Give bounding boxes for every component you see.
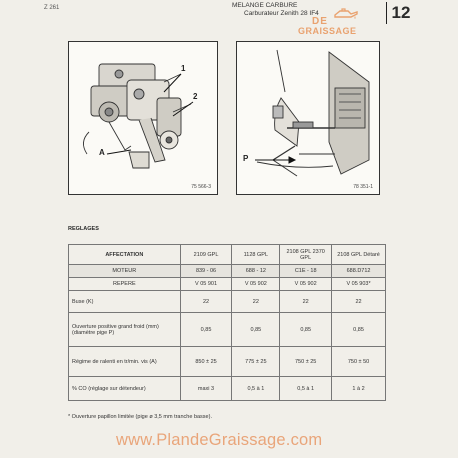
callout-1: 1	[181, 64, 186, 73]
repere-value: V 05 902	[232, 278, 280, 291]
carburetor-figure	[68, 41, 218, 195]
table-row	[69, 313, 386, 347]
table-row	[69, 347, 386, 377]
oil-can-icon	[332, 6, 358, 20]
cell-value: 22	[180, 291, 232, 313]
page-number: 12	[386, 2, 415, 24]
cell-value: 775 ± 25	[232, 347, 280, 377]
header-col-1: 2109 GPL	[180, 245, 232, 265]
header-title-line2: Carburateur Zenith 28 IF4	[244, 10, 319, 17]
callout-p: P	[243, 154, 249, 163]
cell-value: 0,85	[232, 313, 280, 347]
figure-ref-right: 78 351-1	[353, 184, 373, 190]
reglages-table	[68, 244, 386, 401]
table-header-row	[69, 245, 386, 265]
gauge-pin-drawing	[237, 42, 379, 194]
section-title-reglages: REGLAGES	[68, 226, 99, 232]
gauge-pin-figure	[236, 41, 380, 195]
header-title-line1: MELANGE CARBURE	[232, 2, 298, 9]
page-code: Z 261	[44, 5, 60, 11]
cell-value: 0,5 à 1	[280, 377, 332, 401]
cell-value: 0,85	[180, 313, 232, 347]
cell-value: 1 à 2	[332, 377, 386, 401]
row-label: Régime de ralenti en tr/min. vis (A)	[69, 347, 181, 377]
row-label: Buse (K)	[69, 291, 181, 313]
carburetor-drawing	[69, 42, 217, 194]
moteur-value: 688.D712	[332, 265, 386, 278]
header-affectation: AFFECTATION	[69, 245, 181, 265]
logo-line2: GRAISSAGE	[298, 26, 357, 36]
moteur-label: MOTEUR	[69, 265, 181, 278]
cell-value: 850 ± 25	[180, 347, 232, 377]
row-label: % CO (réglage sur détendeur)	[69, 377, 181, 401]
repere-value: V 05 903*	[332, 278, 386, 291]
logo-line1: DE	[312, 16, 328, 27]
cell-value: 22	[332, 291, 386, 313]
callout-2: 2	[193, 92, 198, 101]
table-row	[69, 291, 386, 313]
watermark-url[interactable]: www.PlandeGraissage.com	[116, 431, 323, 449]
moteur-value: C1E - 18	[280, 265, 332, 278]
moteur-value: 839 - 06	[180, 265, 232, 278]
cell-value: 0,85	[280, 313, 332, 347]
cell-value: 22	[232, 291, 280, 313]
callout-a: A	[99, 148, 105, 157]
footnote: * Ouverture papillon limitée (pige ø 3,5 mm tranche basse).	[68, 414, 212, 420]
cell-value: 750 ± 50	[332, 347, 386, 377]
cell-value: 22	[280, 291, 332, 313]
repere-value: V 05 902	[280, 278, 332, 291]
figure-ref-left: 75 566-3	[191, 184, 211, 190]
moteur-value: 688 - 12	[232, 265, 280, 278]
table-row-repere	[69, 278, 386, 291]
repere-value: V 05 901	[180, 278, 232, 291]
repere-label: REPERE	[69, 278, 181, 291]
cell-value: 0,5 à 1	[232, 377, 280, 401]
site-logo	[298, 6, 384, 36]
table-row-moteur	[69, 265, 386, 278]
header-col-2: 1128 GPL	[232, 245, 280, 265]
row-label: Ouverture positive grand froid (mm) (diamètre pige P)	[69, 313, 181, 347]
header-col-3: 2108 GPL 2370 GPL	[280, 245, 332, 265]
cell-value: maxi 3	[180, 377, 232, 401]
cell-value: 0,85	[332, 313, 386, 347]
cell-value: 750 ± 25	[280, 347, 332, 377]
table-row	[69, 377, 386, 401]
header-col-4: 2108 GPL Détaré	[332, 245, 386, 265]
